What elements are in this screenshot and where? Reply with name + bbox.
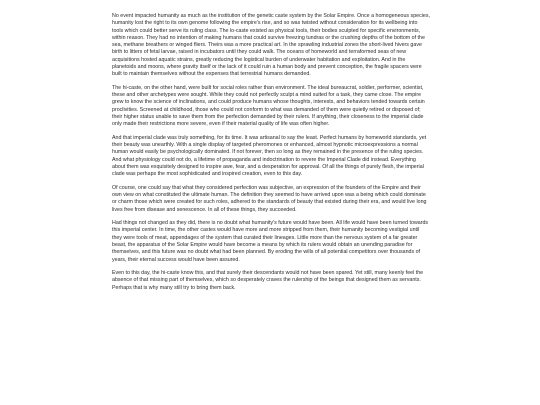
paragraph-imperial-clade: And that imperial clade was truly something, for its time. It was artisanal to say the least. Perfect humans by homeworld standards, yet their beauty was unearthly. With a single display of targeted pheromones or enhanced, almost hypnotic microexpressions a normal human would easily be psychologically dominated. If not forever, then so long as they remained in the presence of the ruling species. And what physiology could not do, a lifetime of propaganda and indoctrination to revere the Imperial Clade did instead. Everything about them was exquisitely designed to inspire awe, fear, and a desperation for approval. Of all the things of purely flesh, the imperial clade was perhaps the most sophisticated and inspired creation, even to this day.: [112, 134, 427, 178]
text-column: [112, 13, 430, 298]
paragraph-hi-caste: The hi-caste, on the other hand, were built for social roles rather than environment. The ideal bureaucrat, soldier, performer, scientist, these and other archetypes were sought. While they could not perfectly sculpt a mind suited for a task, they came close. The empire grew to know the science of inclinations, and could produce humans whose thoughts, interests, and behaviors tended towards certain proclivities. Screened at childhood, those who could not conform to what was demanded of them were quietly retired or disposed of; their higher status unable to save them from the perfection demanded by their rulers. If anything, their closeness to the imperial clade only made their restrictions more severe, even if their material quality of life was often higher.: [112, 84, 425, 128]
paragraph-future: Had things not changed as they did, there is no doubt what humanity's future would have been. All life would have been turned towards this imperial center. In time, the other castes would have more and more stripped from them, their humanity becoming vestigial until they were tools of meat, appendages of the system that curated their lineages. Little more than the nervous system of a far greater beast, the apparatus of the Solar Empire would have become a means by which its rulers would obtain an unending paradise for themselves, and this future was no doubt what had been planned. By eroding the wills of all potential competitors over thousands of years, their eternal success would have been assured.: [112, 220, 429, 263]
paragraph-genetic-caste: No event impacted humanity as much as the institution of the genetic caste system by the Solar Empire. Once a homogeneous species, humanity lost the right to its own genome following the empire's rise, and so was twisted without consideration for its wellbeing into tools which could better serve its ruling class. The lo-caste existed as physical tools, their bodies sculpted for specific environments, within reason. They had no intention of making humans that could survive freezing tundras or the crushing depths of the bottom of the sea, methane breathers or winged fliers. Theirs was a more practical art. In the sprawling industrial zones the short-lived hivers gave birth to litters of fetal larvae, raised in incubators until they could walk. The oceans of homeworld and terraformed seas of new acquisitions hosted aquatic strains, greatly reducing the logistical burden of underwater habitation and exploitation. And in the planetoids and moons, where gravity itself or the lack of it could ruin a human body and prevent conception, the fragile spacers were built to maintain themselves without the expenses that terrestrial humans demanded.: [112, 13, 430, 78]
paragraph-perfection: Of course, one could say that what they considered perfection was subjective, an expression of the founders of the Empire and their own view on what constituted the ultimate human. The definition they seemed to have arrived upon was a being which could dominate or charm those which were created for such roles, adhered to the standards of beauty that existed during their era, and would live long lives free from disease and senescence. In all of these things, they succeeded.: [112, 184, 427, 213]
paragraph-descendants: Even to this day, the hi-caste know this, and that surely their descendants would not have been spared. Yet still, many keenly feel the absence of that missing part of themselves, which so desperately craves the rulership of the beings that designed them as servants. Perhaps that is why many still try to bring them back.: [112, 270, 424, 291]
